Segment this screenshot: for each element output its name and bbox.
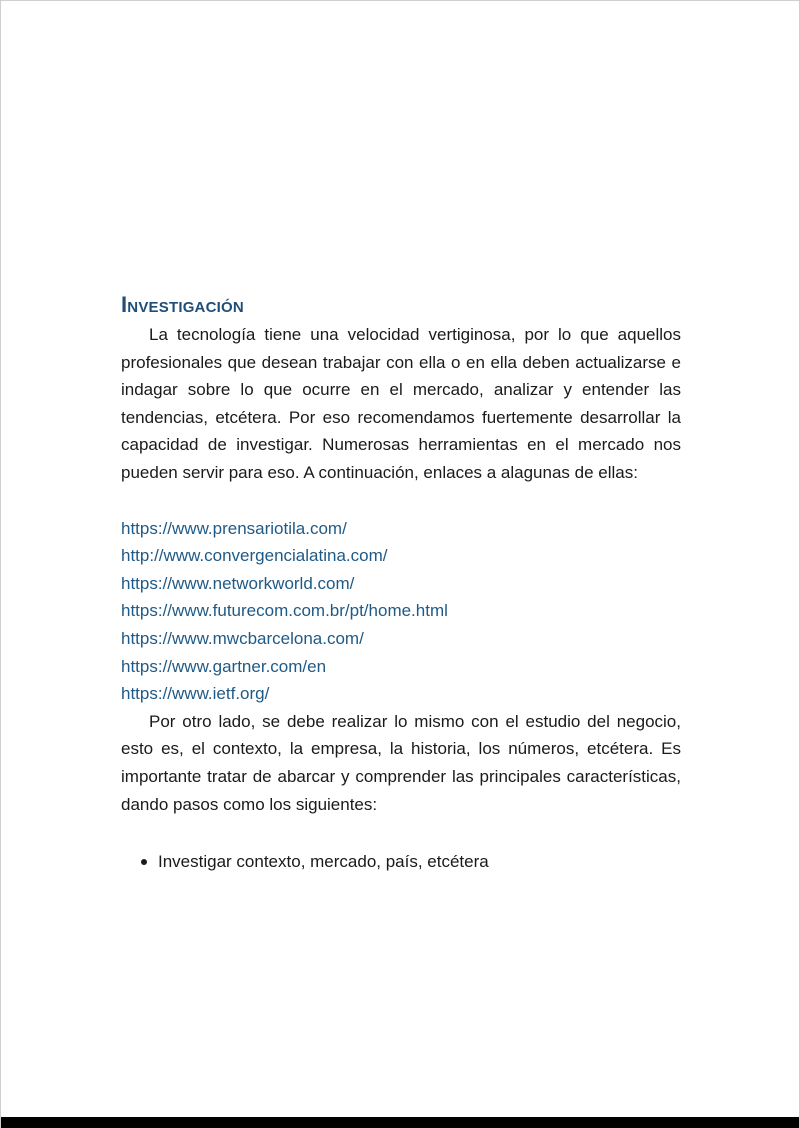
link-convergencialatina[interactable]: http://www.convergencialatina.com/ [121, 546, 388, 566]
list-item [121, 625, 681, 653]
link-futurecom[interactable]: https://www.futurecom.com.br/pt/home.html [121, 601, 448, 621]
bullet-icon [141, 859, 147, 865]
section-heading: Investigación [121, 292, 244, 317]
bullet-item-text: Investigar contexto, mercado, país, etcétera [158, 852, 489, 872]
link-mwcbarcelona[interactable]: https://www.mwcbarcelona.com/ [121, 628, 364, 648]
list-item [121, 542, 681, 570]
page-content [121, 289, 681, 876]
link-gartner[interactable]: https://www.gartner.com/en [121, 656, 327, 676]
link-prensariotila[interactable]: https://www.prensariotila.com/ [121, 518, 347, 538]
list-item [121, 653, 681, 681]
intro-paragraph: La tecnología tiene una velocidad vertiginosa, por lo que aquellos profesionales que desean trabajar con ella o en ella deben actualizarse e indagar sobre lo que ocurre en el mercado, analizar y entender las tendencias, etcétera. Por eso recomendamos fuertemente desarrollar la capacidad de investigar. Numerosas herramientas en el mercado nos pueden servir para eso. A continuación, enlaces a alagunas de ellas: [121, 325, 681, 482]
list-item [121, 515, 681, 543]
bullet-item [158, 848, 681, 876]
link-list [121, 515, 681, 708]
link-ietf[interactable]: https://www.ietf.org/ [121, 684, 270, 704]
list-item [121, 570, 681, 598]
business-paragraph: Por otro lado, se debe realizar lo mismo con el estudio del negocio, esto es, el contexto, la empresa, la historia, los números, etcétera. Es importante tratar de abarcar y comprender las principales características, dando pasos como los siguientes: [121, 711, 681, 814]
bottom-bar [1, 1117, 799, 1128]
bullet-list [121, 848, 681, 876]
link-networkworld[interactable]: https://www.networkworld.com/ [121, 573, 355, 593]
list-item [121, 680, 681, 708]
list-item [121, 597, 681, 625]
